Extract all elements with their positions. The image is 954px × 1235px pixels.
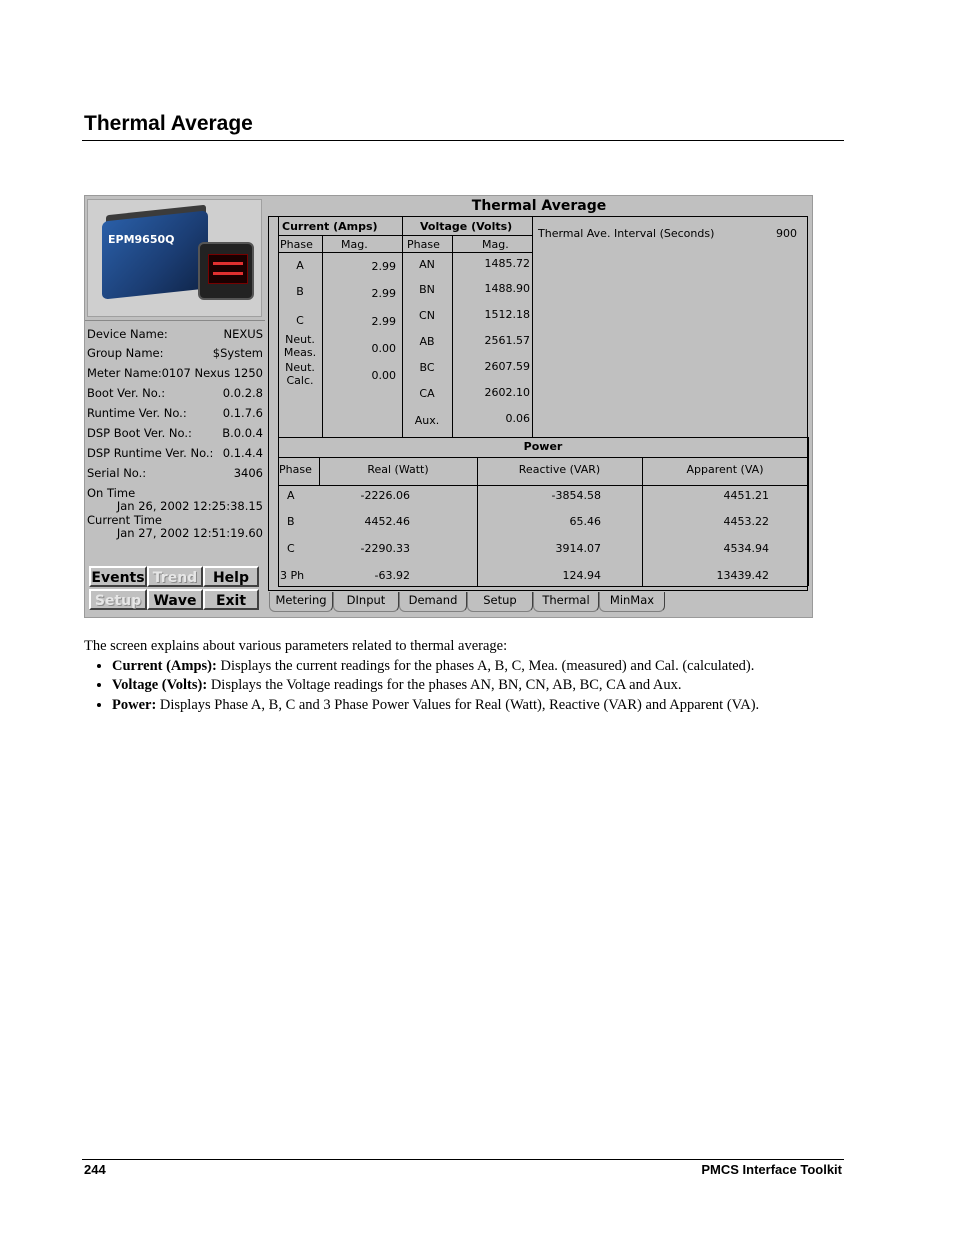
current-phase-cell: Neut. Meas. — [283, 333, 317, 359]
power-title: Power — [523, 440, 563, 453]
tab-thermal[interactable]: Thermal — [533, 592, 599, 612]
power-real-col: Real (Watt) — [367, 463, 429, 476]
current-phase-cell: Neut. Calc. — [285, 361, 315, 387]
current-phase-cell: C — [296, 314, 304, 327]
device-panel — [85, 196, 265, 618]
power-real-cell: -2226.06 — [360, 489, 410, 502]
voltage-header: Voltage (Volts) — [420, 220, 513, 233]
voltage-mag-cell: 2607.59 — [484, 360, 530, 373]
current-mag-cell: 2.99 — [371, 315, 396, 328]
voltage-mag-cell: 2602.10 — [484, 386, 530, 399]
intro-text: The screen explains about various parameters related to thermal average: — [84, 638, 508, 654]
on-time-label: On Time — [87, 486, 136, 500]
power-apparent-cell: 4534.94 — [723, 542, 769, 555]
power-phase-cell: C — [287, 542, 295, 555]
on-time-value: Jan 26, 2002 12:25:38.15 — [116, 499, 263, 513]
setup-button[interactable]: Setup — [89, 589, 147, 610]
power-apparent-cell: 4451.21 — [723, 489, 769, 502]
voltage-phase-cell: AN — [419, 258, 435, 271]
voltage-phase-cell: CA — [419, 387, 435, 400]
thermal-panel — [265, 196, 813, 618]
description — [84, 637, 864, 715]
current-time-label: Current Time — [87, 513, 162, 527]
current-phase-cell: B — [296, 285, 304, 298]
power-real-cell: -2290.33 — [360, 542, 410, 555]
power-apparent-col: Apparent (VA) — [686, 463, 764, 476]
voltage-mag-cell: 1512.18 — [484, 308, 530, 321]
events-button[interactable]: Events — [89, 566, 147, 587]
voltage-phase-cell: AB — [419, 335, 435, 348]
tab-setup[interactable]: Setup — [467, 592, 533, 612]
bullet-list — [84, 657, 864, 716]
tab-demand[interactable]: Demand — [399, 592, 467, 612]
current-mag-cell: 0.00 — [371, 369, 396, 382]
voltage-mag-cell: 1485.72 — [484, 257, 530, 270]
current-phase-col: Phase — [280, 238, 313, 251]
tab-minmax[interactable]: MinMax — [599, 592, 665, 612]
current-header: Current (Amps) — [282, 220, 378, 233]
power-phase-cell: B — [287, 515, 295, 528]
power-phase-cell: 3 Ph — [280, 569, 305, 582]
voltage-mag-cell: 0.06 — [505, 412, 530, 425]
power-reactive-cell: -3854.58 — [551, 489, 601, 502]
power-real-cell: 4452.46 — [364, 515, 410, 528]
footer-rule — [82, 1159, 844, 1160]
voltage-mag-cell: 2561.57 — [484, 334, 530, 347]
current-phase-cell: A — [296, 259, 304, 272]
voltage-phase-cell: BN — [419, 283, 435, 296]
tab-dinput[interactable]: DInput — [333, 592, 399, 612]
footer-title: PMCS Interface Toolkit — [701, 1162, 842, 1177]
page-heading: Thermal Average — [84, 112, 253, 135]
power-reactive-cell: 65.46 — [569, 515, 601, 528]
current-mag-cell: 0.00 — [371, 342, 396, 355]
bullet-power: • Power: Displays Phase A, B, C and 3 Phase Power Values for Real (Watt), Reactive (VAR) and Apparent (VA). — [112, 696, 864, 716]
current-mag-cell: 2.99 — [371, 287, 396, 300]
power-apparent-cell: 13439.42 — [716, 569, 769, 582]
device-image-label: EPM9650Q — [108, 233, 175, 246]
power-reactive-col: Reactive (VAR) — [518, 463, 601, 476]
voltage-mag-col: Mag. — [482, 238, 509, 251]
help-button[interactable]: Help — [203, 566, 259, 587]
device-info: Device Name: NEXUS Group Name: $System Meter Name: 0107 Nexus 1250 Boot Ver. No.: 0.0.2.8 Runtime Ver. No.: 0.1.7.6 DSP Boot Ver. No.: B.0.0.4 DSP Runtime Ver. No.: 0.1.4.4 Serial No.: 3406 On Time Jan 26, 2002 12:25:38.15 Current Time Jan 27, 2002 12:51:19.60 — [85, 320, 265, 565]
voltage-phase-cell: CN — [419, 309, 435, 322]
power-reactive-cell: 3914.07 — [555, 542, 601, 555]
power-reactive-cell: 124.94 — [562, 569, 601, 582]
wave-button[interactable]: Wave — [147, 589, 203, 610]
device-photo — [87, 199, 262, 317]
voltage-mag-cell: 1488.90 — [484, 282, 530, 295]
thermal-frame — [268, 216, 808, 591]
interval-label: Thermal Ave. Interval (Seconds) — [538, 227, 715, 240]
power-real-cell: -63.92 — [374, 569, 410, 582]
page-number: 244 — [84, 1162, 106, 1177]
bullet-voltage: • Voltage (Volts): Displays the Voltage readings for the phases AN, BN, CN, AB, BC, CA and Aux. — [112, 676, 864, 696]
power-apparent-cell: 4453.22 — [723, 515, 769, 528]
meter-display-icon — [198, 242, 254, 300]
voltage-phase-cell: Aux. — [414, 414, 440, 427]
heading-rule — [82, 140, 844, 141]
power-phase-col: Phase — [279, 463, 312, 476]
tab-metering[interactable]: Metering — [269, 592, 333, 612]
panel-title: Thermal Average — [471, 198, 607, 214]
current-time-value: Jan 27, 2002 12:51:19.60 — [116, 526, 263, 540]
exit-button[interactable]: Exit — [203, 589, 259, 610]
voltage-phase-cell: BC — [419, 361, 435, 374]
interval-value: 900 — [776, 227, 797, 240]
thermal-average-screenshot — [84, 195, 813, 618]
trend-button[interactable]: Trend — [147, 566, 203, 587]
current-mag-cell: 2.99 — [371, 260, 396, 273]
power-phase-cell: A — [287, 489, 295, 502]
device-body-shape — [102, 210, 208, 299]
current-mag-col: Mag. — [341, 238, 368, 251]
voltage-phase-col: Phase — [407, 238, 440, 251]
bullet-current: • Current (Amps): Displays the current readings for the phases A, B, C, Mea. (measured) and Cal. (calculated). — [112, 657, 864, 677]
